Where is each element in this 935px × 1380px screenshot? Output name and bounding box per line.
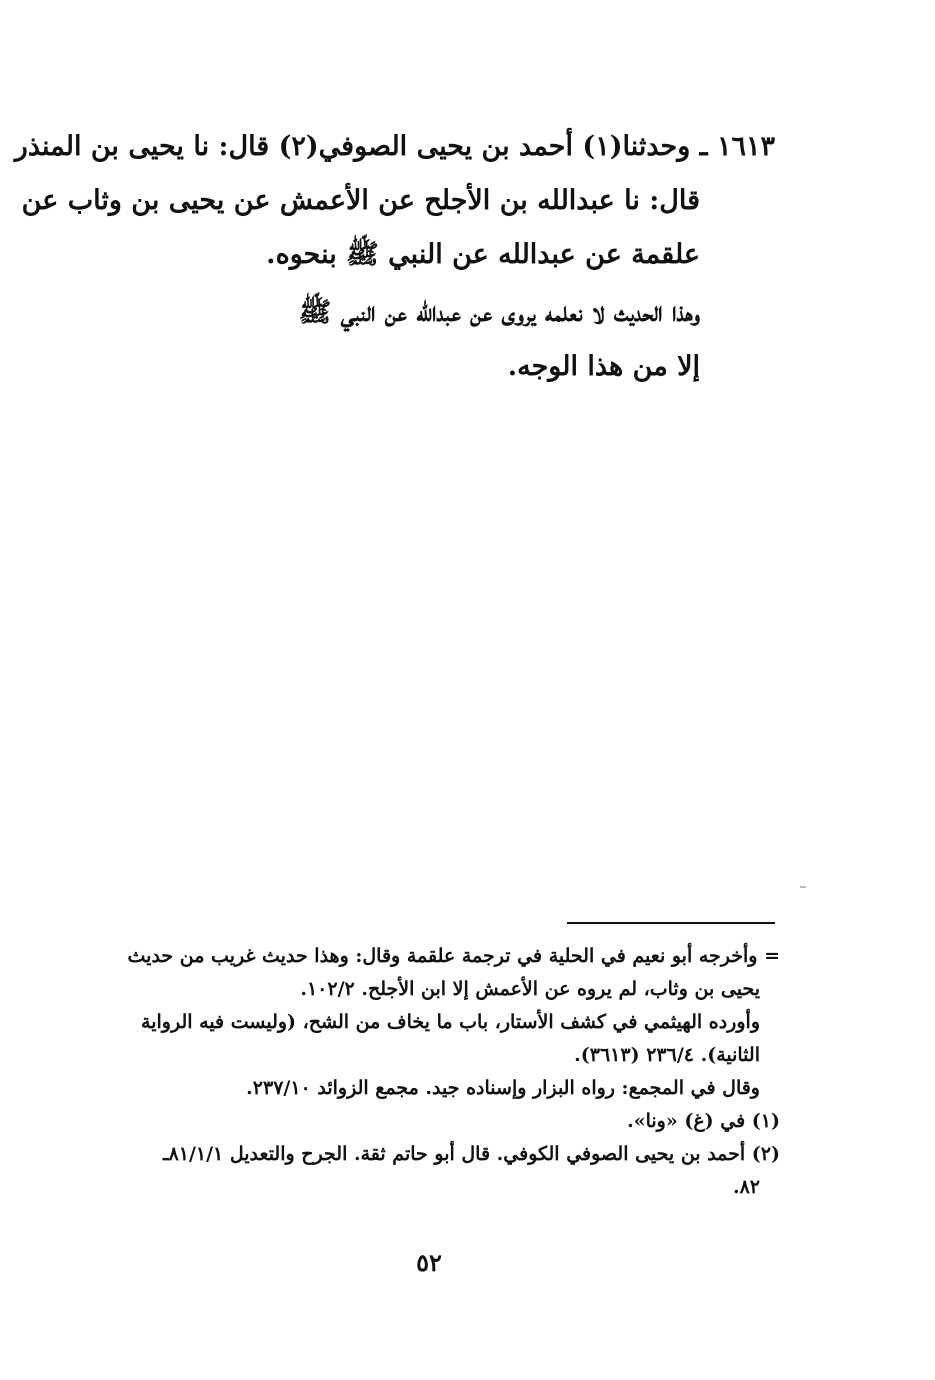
footnote-line-6: (١) في (غ) «ونا». xyxy=(627,1110,780,1132)
comment-line-1: وهذا الحديث لا نعلمه يروى عن عبدالله عن النبي ﷺ xyxy=(298,297,700,328)
footnote-line-4: الثانية). ٢٣٦/٤ (٣٦١٣). xyxy=(574,1044,760,1066)
comment-line-2: إلا من هذا الوجه. xyxy=(507,351,700,382)
scan-speck xyxy=(800,886,806,888)
footnote-divider xyxy=(567,922,775,924)
footnote-line-2: يحيى بن وثاب، لم يروه عن الأعمش إلا ابن الأجلح. ١٠٢/٢. xyxy=(300,978,760,1000)
hadith-line-2: قال: نا عبدالله بن الأجلح عن الأعمش عن يحيى بن وثاب عن xyxy=(21,185,700,216)
footnote-line-8: ٨٢. xyxy=(732,1176,760,1198)
page-number: ٥٢ xyxy=(416,1248,442,1277)
footnotes-block xyxy=(75,940,780,1204)
footnote-line-5: وقال في المجمع: رواه البزار وإسناده جيد. مجمع الزوائد ٢٣٧/١٠. xyxy=(246,1077,760,1099)
footnote-line-7: (٢) أحمد بن يحيى الصوفي الكوفي. قال أبو حاتم ثقة. الجرح والتعديل ٨١/١/١ـ xyxy=(162,1143,780,1165)
hadith-line-1: ١٦١٣ ـ وحدثنا(١) أحمد بن يحيى الصوفي(٢) قال: نا يحيى بن المنذر xyxy=(14,131,775,162)
footnote-line-1: = وأخرجه أبو نعيم في الحلية في ترجمة علقمة وقال: وهذا حديث غريب من حديث xyxy=(127,945,780,967)
footnote-line-3: وأورده الهيثمي في كشف الأستار، باب ما يخاف من الشح، (وليست فيه الرواية xyxy=(141,1011,760,1033)
main-text-block xyxy=(14,120,775,394)
hadith-line-3: علقمة عن عبدالله عن النبي ﷺ بنحوه. xyxy=(266,239,700,270)
